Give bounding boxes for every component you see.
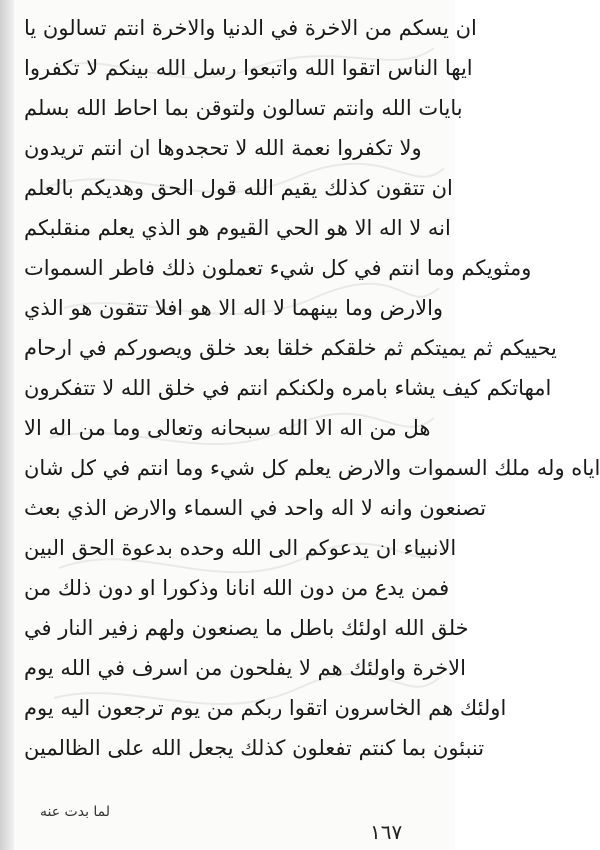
- manuscript-line: [24, 48, 473, 88]
- manuscript-line: [24, 488, 487, 528]
- manuscript-line-text: والارض وما بينهما لا اله الا هو افلا تتقون هو الذي: [24, 296, 444, 320]
- manuscript-line: [24, 688, 507, 728]
- manuscript-line-text: فمن يدع من دون الله انانا وذكورا او دون ذلك من: [24, 576, 450, 600]
- manuscript-line-text: يحييكم ثم يميتكم ثم خلقكم خلقا بعد خلق ويصوركم في ارحام: [24, 336, 557, 360]
- manuscript-line: [24, 8, 477, 48]
- manuscript-line: [24, 248, 532, 288]
- manuscript-line-text: تصنعون وانه لا اله واحد في السماء والارض الذي بعث: [24, 496, 487, 520]
- manuscript-line: [24, 328, 557, 368]
- page-footer: [0, 790, 455, 850]
- manuscript-line-text: خلق الله اولئك باطل ما يصنعون ولهم زفير النار في: [24, 616, 469, 640]
- manuscript-line-text: انه لا اله الا هو الحي القيوم هو الذي يعلم منقلبكم: [24, 216, 451, 240]
- manuscript-line-text: بايات الله وانتم تسالون ولتوقن بما احاط الله بسلم: [24, 96, 463, 120]
- manuscript-text-block: [24, 8, 600, 798]
- manuscript-line: [24, 608, 469, 648]
- manuscript-line-text: تنبئون بما كنتم تفعلون كذلك يجعل الله على الظالمين: [24, 736, 485, 760]
- manuscript-line-text: ايها الناس اتقوا الله واتبعوا رسل الله بينكم لا تكفروا: [24, 56, 473, 80]
- manuscript-line-text: ان تتقون كذلك يقيم الله قول الحق وهديكم بالعلم: [24, 176, 453, 200]
- manuscript-line: [24, 128, 439, 168]
- manuscript-line: [24, 728, 485, 768]
- manuscript-line: [24, 168, 453, 208]
- manuscript-line: [24, 288, 444, 328]
- manuscript-line-text: اياه وله ملك السموات والارض يعلم كل شيء وما انتم في كل شان: [24, 456, 600, 480]
- manuscript-line-text: الاخرة واولئك هم لا يفلحون من اسرف في الله يوم: [24, 656, 466, 680]
- manuscript-line: [24, 88, 463, 128]
- manuscript-line: [24, 568, 450, 608]
- manuscript-line: [24, 648, 466, 688]
- manuscript-line: [24, 528, 457, 568]
- manuscript-line-text: هل من اله الا الله سبحانه وتعالى وما من اله الا: [24, 416, 431, 440]
- manuscript-line: [24, 448, 600, 488]
- manuscript-line: [24, 208, 451, 248]
- manuscript-line-text: ان يسكم من الاخرة في الدنيا والاخرة انتم تسالون يا: [24, 16, 477, 40]
- manuscript-line: [24, 368, 552, 408]
- manuscript-line-text: ومثويكم وما انتم في كل شيء تعملون ذلك فاطر السموات: [24, 256, 532, 280]
- page-edge-shadow: [0, 0, 14, 850]
- manuscript-line-text: امهاتكم كيف يشاء بامره ولكنكم انتم في خلق الله لا تتفكرون: [24, 376, 552, 400]
- page-number: ١٦٧: [370, 820, 403, 844]
- manuscript-line-text: ولا تكفروا نعمة الله لا تحجدوها ان انتم تريدون: [24, 136, 422, 160]
- manuscript-line: [24, 408, 439, 448]
- manuscript-line-text: الانبياء ان يدعوكم الى الله وحده بدعوة الحق البين: [24, 536, 457, 560]
- marginal-note: لما بدت عنه: [40, 804, 111, 820]
- manuscript-line-text: اولئك هم الخاسرون اتقوا ربكم من يوم ترجعون اليه يوم: [24, 696, 507, 720]
